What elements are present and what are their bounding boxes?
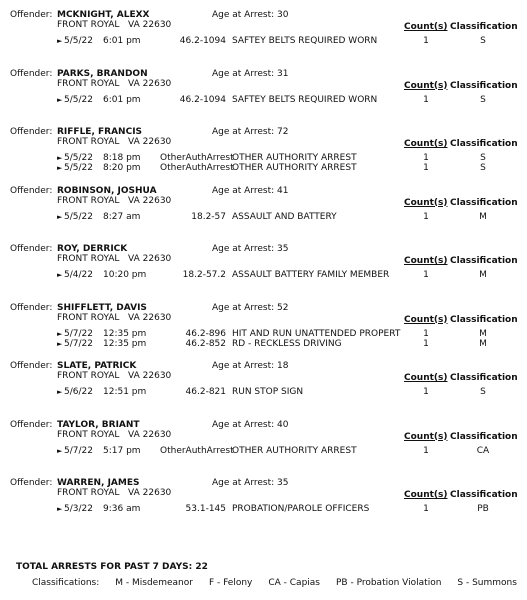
charge-row	[0, 36, 527, 47]
charge-description: SAFTEY BELTS REQUIRED WORN	[232, 36, 378, 46]
bullet-arrow-icon: ►	[57, 446, 63, 455]
arrest-date: 5/5/22	[64, 36, 93, 46]
offender-label: Offender:	[10, 185, 53, 196]
address-state: VA	[128, 78, 140, 89]
offender-label: Offender:	[10, 127, 53, 137]
offender-address	[57, 137, 171, 147]
charge-classification: CA	[476, 445, 490, 456]
total-value: 22	[195, 562, 208, 572]
bullet-arrow-icon: ►	[57, 95, 63, 104]
offender-name: MCKNIGHT, ALEXX	[57, 10, 150, 20]
address-city: FRONT ROYAL	[57, 20, 120, 30]
age-value: 35	[277, 244, 289, 254]
age-at-arrest	[212, 186, 289, 196]
offender-record	[0, 359, 527, 415]
age-value: 72	[277, 127, 289, 137]
address-state: VA	[128, 254, 140, 264]
address-state: VA	[128, 429, 140, 440]
address-state: VA	[128, 195, 140, 206]
charge-row	[0, 212, 527, 223]
address-zip: 22630	[142, 78, 172, 89]
arrest-date: 5/4/22	[64, 270, 93, 280]
arrest-date: 5/5/22	[64, 163, 93, 173]
charge-row	[0, 270, 527, 281]
arrest-time: 6:01 pm	[103, 36, 141, 46]
charge-classification: S	[480, 36, 486, 46]
classification-legend	[32, 578, 517, 588]
classification-header: Classification	[450, 373, 518, 383]
offender-label: Offender:	[10, 361, 53, 371]
age-label: Age at Arrest:	[212, 419, 275, 430]
counts-header: Count(s)	[404, 490, 448, 500]
charge-code: OtherAuthArrest	[160, 445, 234, 456]
age-at-arrest	[212, 478, 289, 488]
charge-code: OtherAuthArrest	[160, 163, 234, 173]
address-city: FRONT ROYAL	[57, 429, 120, 440]
age-label: Age at Arrest:	[212, 244, 275, 254]
charge-code: OtherAuthArrest	[160, 153, 234, 163]
charge-classification: M	[479, 328, 487, 339]
classification-header: Classification	[450, 139, 518, 149]
offender-address	[57, 196, 171, 206]
bullet-arrow-icon: ►	[57, 505, 63, 513]
age-at-arrest	[212, 420, 289, 430]
total-arrests	[16, 562, 208, 572]
classification-header: Classification	[450, 490, 518, 500]
age-at-arrest	[212, 361, 289, 371]
charge-count: 1	[423, 36, 429, 46]
charge-code: 18.2-57	[191, 211, 226, 222]
address-zip: 22630	[142, 488, 172, 498]
counts-header: Count(s)	[404, 22, 448, 32]
address-state: VA	[128, 137, 140, 147]
charge-description: RD - RECKLESS DRIVING	[232, 338, 342, 349]
charge-description: OTHER AUTHORITY ARREST	[232, 163, 357, 173]
legend-item: F - Felony	[208, 578, 253, 588]
address-city: FRONT ROYAL	[57, 312, 120, 323]
arrest-date: 5/7/22	[64, 328, 93, 339]
charge-classification: S	[480, 163, 486, 173]
arrest-time: 12:51 pm	[103, 387, 147, 397]
charge-code: 46.2-852	[185, 338, 226, 349]
charge-code: 46.2-1094	[179, 94, 226, 105]
counts-header: Count(s)	[404, 80, 448, 91]
charge-count: 1	[423, 328, 429, 339]
charge-row	[0, 387, 527, 398]
offender-record	[0, 8, 527, 64]
offender-address	[57, 254, 171, 264]
offender-record	[0, 125, 527, 181]
offender-label: Offender:	[10, 244, 53, 254]
arrest-date: 5/5/22	[64, 153, 93, 163]
age-label: Age at Arrest:	[212, 68, 275, 79]
offender-record	[0, 418, 527, 474]
age-label: Age at Arrest:	[212, 185, 275, 196]
bullet-arrow-icon: ►	[57, 37, 63, 45]
address-zip: 22630	[142, 429, 172, 440]
counts-header: Count(s)	[404, 197, 448, 208]
charge-count: 1	[423, 445, 429, 456]
legend-item: PB - Probation Violation	[336, 578, 442, 588]
arrest-time: 10:20 pm	[103, 270, 147, 280]
charge-description: PROBATION/PAROLE OFFICERS	[232, 504, 370, 514]
arrest-time: 8:27 am	[103, 211, 141, 222]
charge-count: 1	[423, 338, 429, 349]
counts-header: Count(s)	[404, 431, 448, 442]
arrest-date: 5/7/22	[64, 445, 93, 456]
arrest-date: 5/7/22	[64, 338, 93, 349]
age-at-arrest	[212, 10, 289, 20]
offender-label: Offender:	[10, 302, 53, 313]
charge-code: 46.2-1094	[179, 36, 226, 46]
offender-name: WARREN, JAMES	[57, 478, 140, 488]
address-zip: 22630	[142, 137, 172, 147]
offender-record	[0, 184, 527, 240]
address-zip: 22630	[142, 312, 172, 323]
counts-header: Count(s)	[404, 314, 448, 325]
offender-record	[0, 67, 527, 123]
charge-count: 1	[423, 270, 429, 280]
arrest-date: 5/6/22	[64, 387, 93, 397]
offender-address	[57, 20, 171, 30]
age-value: 41	[277, 185, 289, 196]
arrest-time: 12:35 pm	[103, 328, 147, 339]
offender-address	[57, 79, 171, 89]
classification-header: Classification	[450, 22, 518, 32]
charge-row	[0, 163, 527, 174]
age-at-arrest	[212, 69, 289, 79]
address-state: VA	[128, 20, 140, 30]
charge-description: ASSAULT AND BATTERY	[232, 211, 337, 222]
age-at-arrest	[212, 244, 289, 254]
charge-row	[0, 339, 527, 350]
age-at-arrest	[212, 127, 289, 137]
offender-label: Offender:	[10, 68, 53, 79]
address-zip: 22630	[142, 20, 172, 30]
offender-name: TAYLOR, BRIANT	[57, 419, 140, 430]
age-label: Age at Arrest:	[212, 302, 275, 313]
offender-name: SLATE, PATRICK	[57, 361, 137, 371]
age-value: 31	[277, 68, 289, 79]
legend-item: CA - Capias	[268, 578, 320, 588]
charge-count: 1	[423, 94, 429, 105]
age-value: 35	[277, 478, 289, 488]
charge-count: 1	[423, 153, 429, 163]
address-zip: 22630	[142, 254, 172, 264]
offender-record	[0, 301, 527, 357]
arrest-time: 6:01 pm	[103, 94, 141, 105]
age-value: 52	[277, 302, 289, 313]
charge-classification: M	[479, 338, 487, 349]
address-zip: 22630	[142, 371, 172, 381]
charge-row	[0, 95, 527, 106]
charge-classification: S	[480, 153, 486, 163]
bullet-arrow-icon: ►	[57, 329, 63, 338]
offender-address	[57, 313, 171, 323]
arrest-time: 8:18 pm	[103, 153, 141, 163]
offender-record	[0, 476, 527, 532]
legend-item: S - Summons	[457, 578, 517, 588]
charge-code: 18.2-57.2	[182, 270, 226, 280]
address-state: VA	[128, 312, 140, 323]
arrest-date: 5/3/22	[64, 504, 93, 514]
offender-address	[57, 488, 171, 498]
arrest-time: 9:36 am	[103, 504, 141, 514]
address-city: FRONT ROYAL	[57, 195, 120, 206]
charge-classification: M	[479, 211, 487, 222]
charge-row	[0, 504, 527, 515]
charge-classification: S	[480, 387, 486, 397]
address-city: FRONT ROYAL	[57, 254, 120, 264]
charge-description: HIT AND RUN UNATTENDED PROPERT	[232, 328, 401, 339]
bullet-arrow-icon: ►	[57, 388, 63, 396]
offender-name: ROBINSON, JOSHUA	[57, 185, 157, 196]
charge-classification: S	[480, 94, 486, 105]
charge-row	[0, 446, 527, 457]
bullet-arrow-icon: ►	[57, 164, 63, 172]
offender-address	[57, 430, 171, 440]
charge-description: RUN STOP SIGN	[232, 387, 304, 397]
counts-header: Count(s)	[404, 373, 448, 383]
address-city: FRONT ROYAL	[57, 78, 120, 89]
charge-code: 46.2-821	[185, 387, 226, 397]
bullet-arrow-icon: ►	[57, 339, 63, 348]
charge-code: 53.1-145	[185, 504, 226, 514]
address-state: VA	[128, 488, 140, 498]
arrest-time: 12:35 pm	[103, 338, 147, 349]
offender-name: ROY, DERRICK	[57, 244, 128, 254]
bullet-arrow-icon: ►	[57, 271, 63, 279]
bullet-arrow-icon: ►	[57, 154, 63, 162]
address-city: FRONT ROYAL	[57, 371, 120, 381]
legend-item: M - Misdemeanor	[115, 578, 193, 588]
offender-record	[0, 242, 527, 298]
age-label: Age at Arrest:	[212, 478, 275, 488]
address-city: FRONT ROYAL	[57, 137, 120, 147]
offender-label: Offender:	[10, 478, 53, 488]
age-at-arrest	[212, 303, 289, 313]
arrest-date: 5/5/22	[64, 211, 93, 222]
age-value: 30	[277, 10, 289, 20]
charge-code: 46.2-896	[185, 328, 226, 339]
counts-header: Count(s)	[404, 139, 448, 149]
charge-count: 1	[423, 211, 429, 222]
offender-name: RIFFLE, FRANCIS	[57, 127, 143, 137]
bullet-arrow-icon: ►	[57, 212, 63, 221]
total-label: TOTAL ARRESTS FOR PAST 7 DAYS:	[16, 562, 193, 572]
offender-label: Offender:	[10, 10, 53, 20]
charge-count: 1	[423, 387, 429, 397]
offender-address	[57, 371, 171, 381]
arrest-time: 5:17 pm	[103, 445, 141, 456]
charge-description: OTHER AUTHORITY ARREST	[232, 445, 357, 456]
age-label: Age at Arrest:	[212, 127, 275, 137]
address-city: FRONT ROYAL	[57, 488, 120, 498]
charge-classification: M	[479, 270, 487, 280]
offender-name: PARKS, BRANDON	[57, 68, 148, 79]
classification-header: Classification	[450, 256, 518, 266]
classification-header: Classification	[450, 80, 518, 91]
charge-description: SAFTEY BELTS REQUIRED WORN	[232, 94, 378, 105]
address-zip: 22630	[142, 195, 172, 206]
legend-title: Classifications:	[32, 578, 100, 588]
classification-header: Classification	[450, 314, 518, 325]
arrest-date: 5/5/22	[64, 94, 93, 105]
charge-classification: PB	[477, 504, 489, 514]
age-label: Age at Arrest:	[212, 361, 275, 371]
arrest-time: 8:20 pm	[103, 163, 141, 173]
charge-description: ASSAULT BATTERY FAMILY MEMBER	[232, 270, 390, 280]
age-label: Age at Arrest:	[212, 10, 275, 20]
address-state: VA	[128, 371, 140, 381]
age-value: 40	[277, 419, 289, 430]
offender-label: Offender:	[10, 419, 53, 430]
classification-header: Classification	[450, 197, 518, 208]
offender-name: SHIFFLETT, DAVIS	[57, 302, 147, 313]
counts-header: Count(s)	[404, 256, 448, 266]
classification-header: Classification	[450, 431, 518, 442]
charge-count: 1	[423, 163, 429, 173]
age-value: 18	[277, 361, 289, 371]
charge-count: 1	[423, 504, 429, 514]
charge-description: OTHER AUTHORITY ARREST	[232, 153, 357, 163]
